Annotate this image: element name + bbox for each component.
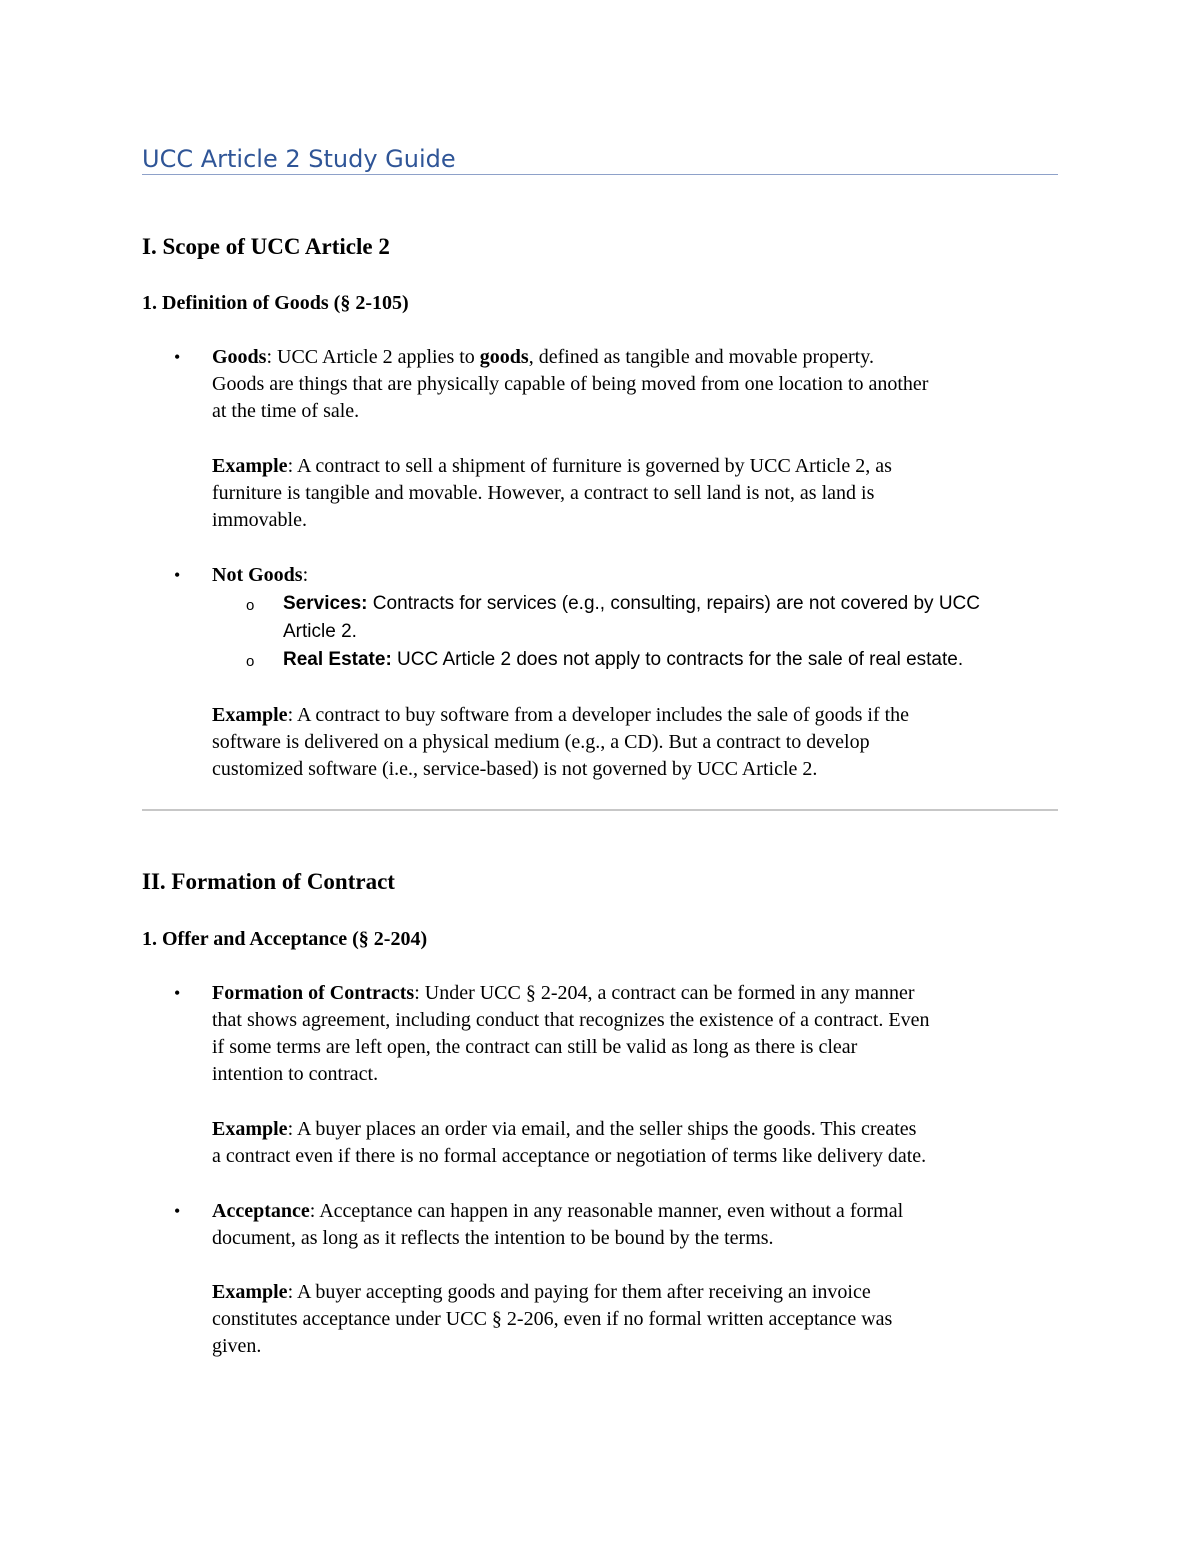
services-item: Services: Contracts for services (e.g., consulting, repairs) are not covered by UCC Article 2. <box>283 593 980 642</box>
goods-line-2: Goods are things that are physically capable of being moved from one location to another <box>212 373 929 395</box>
example-furniture: Example: A contract to sell a shipment of furniture is governed by UCC Article 2, as furniture is tangible and movable. However, a contract to sell land is not, as land is immovable. <box>212 455 892 531</box>
example-label: Example <box>212 704 288 726</box>
example-label: Example <box>212 1118 288 1140</box>
goods-paragraph <box>212 344 1062 425</box>
bullet-formation: • <box>174 983 181 1003</box>
title-underline <box>142 174 1058 175</box>
sub-bullet-real-estate: o <box>246 653 255 670</box>
example-label: Example <box>212 455 288 477</box>
section-2-heading: II. Formation of Contract <box>142 869 395 894</box>
acceptance-paragraph: Acceptance: Acceptance can happen in any reasonable manner, even without a formal document, as long as it reflects the intention to be bound by the terms. <box>212 1200 904 1249</box>
bullet-goods: • <box>174 347 181 367</box>
goods-line-3: at the time of sale. <box>212 400 360 422</box>
goods-term: Goods <box>212 346 267 368</box>
bullet-not-goods: • <box>174 565 181 585</box>
real-estate-item: Real Estate: UCC Article 2 does not apply to contracts for the sale of real estate. <box>283 649 964 670</box>
goods-line-1: Goods: UCC Article 2 applies to goods, defined as tangible and movable property. <box>212 346 874 368</box>
bullet-acceptance: • <box>174 1201 181 1221</box>
services-term: Services: <box>283 593 368 614</box>
not-goods-paragraph: Not Goods: <box>212 564 309 586</box>
example-email-order: Example: A buyer places an order via email, and the seller ships the goods. This creates a contract even if there is no formal acceptance or negotiation of terms like delivery date. <box>212 1118 927 1167</box>
goods-emphasis: goods <box>479 346 529 368</box>
document-title: UCC Article 2 Study Guide <box>142 145 456 173</box>
formation-paragraph: Formation of Contracts: Under UCC § 2-204, a contract can be formed in any manner that shows agreement, including conduct that recognizes the existence of a contract. Even if some terms are left open, the contract can still be valid as long as there is clear intention to contract. <box>212 982 930 1085</box>
section-2-subheading: 1. Offer and Acceptance (§ 2-204) <box>142 928 428 950</box>
section-1-subheading: 1. Definition of Goods (§ 2-105) <box>142 292 409 314</box>
acceptance-term: Acceptance <box>212 1200 310 1222</box>
sub-bullet-services: o <box>246 597 255 614</box>
document-page <box>142 0 1058 1553</box>
section-divider <box>142 809 1058 811</box>
formation-term: Formation of Contracts <box>212 982 415 1004</box>
section-1-heading: I. Scope of UCC Article 2 <box>142 234 390 259</box>
not-goods-term: Not Goods <box>212 564 303 586</box>
real-estate-term: Real Estate: <box>283 649 392 670</box>
example-software: Example: A contract to buy software from a developer includes the sale of goods if the software is delivered on a physical medium (e.g., a CD). But a contract to develop customized software (i.e., service-based) is not governed by UCC Article 2. <box>212 704 910 780</box>
example-invoice: Example: A buyer accepting goods and paying for them after receiving an invoice constitutes acceptance under UCC § 2-206, even if no formal written acceptance was given. <box>212 1281 893 1357</box>
example-label: Example <box>212 1281 288 1303</box>
